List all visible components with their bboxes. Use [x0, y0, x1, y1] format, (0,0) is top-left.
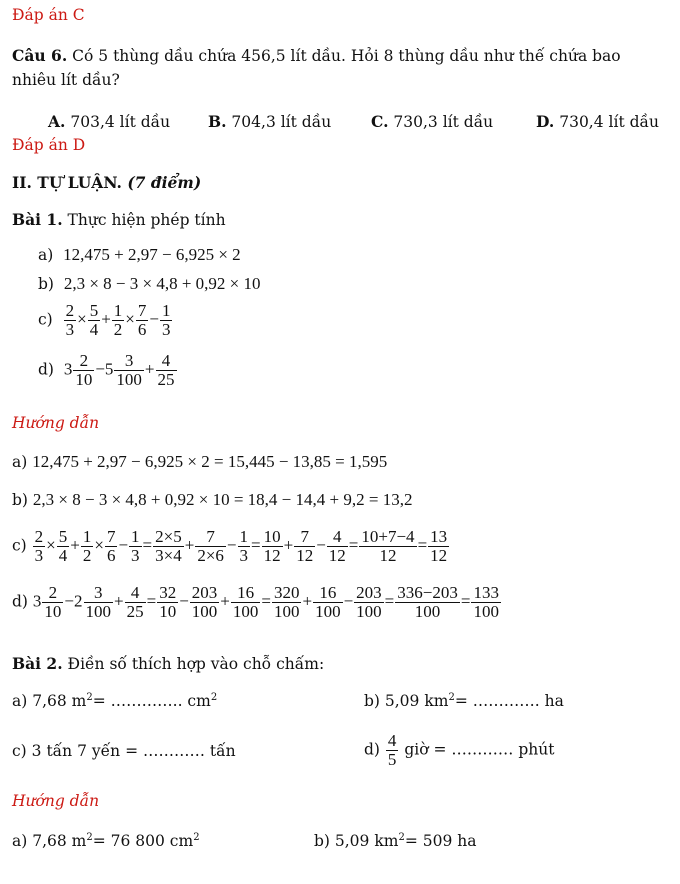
option-text: 730,3 lít dầu: [388, 113, 494, 131]
section-points: (7 điểm): [127, 173, 202, 192]
exercise-label: Bài 2.: [12, 654, 63, 673]
exercise-2: [12, 654, 324, 673]
guide-heading-2: Hướng dẫn: [12, 792, 100, 810]
guide-heading-1: Hướng dẫn: [12, 414, 100, 432]
answer-fill-b: b) 5,09 $km^2= 509$ ha: [314, 832, 477, 851]
option-letter: D.: [536, 112, 555, 131]
expr-b: 2,3 × 8 − 3 × 4,8 + 0,92 × 10: [63, 274, 261, 293]
option-c: [371, 112, 493, 131]
fraction: $\frac{7}{6}$: [137, 301, 147, 339]
option-text: 730,4 lít dầu: [554, 113, 659, 131]
item-c: c) $\frac{2}{3}$ × $\frac{5}{4}$ + $\frac{1}{2}$ × $\frac{7}{6}$ − $\frac{1}{3}$: [38, 301, 171, 339]
exercise-text: Thực hiện phép tính: [62, 211, 226, 229]
question-6: [12, 46, 621, 65]
fraction: $\frac{4}{25}$: [157, 351, 175, 389]
item-a: a) 12,475 + 2,97 − 6,925 × 2: [38, 245, 241, 264]
question-text-line1: Có 5 thùng dầu chứa 456,5 lít dầu. Hỏi 8 thùng dầu như thế chứa bao: [67, 47, 621, 65]
option-letter: A.: [48, 112, 66, 131]
fraction: $\frac{2}{10}$: [75, 351, 93, 389]
solution-b-expr: 2,3 × 8 − 3 × 4,8 + 0,92 × 10 = 18,4 − 14,4 + 9,2 = 13,2: [32, 490, 413, 509]
fraction: $\frac{1}{3}$: [161, 301, 171, 339]
question-text-line2: nhiêu lít dầu?: [12, 71, 120, 89]
option-b: [208, 112, 331, 131]
option-d: [536, 112, 659, 131]
solution-a-expr: 12,475 + 2,97 − 6,925 × 2 = 15,445 − 13,85 = 1,595: [32, 452, 388, 471]
answer-c: Đáp án C: [12, 6, 85, 24]
exercise-1: [12, 210, 226, 229]
exercise-label: Bài 1.: [12, 210, 63, 229]
fraction: $\frac{2}{3}$: [65, 301, 75, 339]
fill-d: d) $\frac{4}{5}$ giờ = ………… phút: [364, 731, 555, 769]
answer-fill-a: a) 7,68 $m^2= 76$ 800 $cm^2$: [12, 832, 200, 851]
question-label: Câu 6.: [12, 46, 68, 65]
fill-b: b) 5,09 $km^2=$ …………. ha: [364, 692, 564, 711]
item-b: b) 2,3 × 8 − 3 × 4,8 + 0,92 × 10: [38, 274, 261, 293]
fraction: $\frac{3}{100}$: [116, 351, 142, 389]
section-title: [12, 173, 201, 192]
option-letter: C.: [371, 112, 389, 131]
fraction: $\frac{1}{2}$: [113, 301, 123, 339]
answer-d: Đáp án D: [12, 136, 86, 154]
fraction: $\frac{5}{4}$: [89, 301, 99, 339]
solution-b: b) 2,3 × 8 − 3 × 4,8 + 0,92 × 10 = 18,4 − 14,4 + 9,2 = 13,2: [12, 490, 413, 509]
solution-a: a) 12,475 + 2,97 − 6,925 × 2 = 15,445 − 13,85 = 1,595: [12, 452, 388, 471]
fill-c: c) 3 tấn 7 yến = ………… tấn: [12, 742, 236, 760]
option-letter: B.: [208, 112, 227, 131]
option-a: [48, 112, 170, 131]
exercise-text: Điền số thích hợp vào chỗ chấm:: [62, 655, 325, 673]
section-label: II. TỰ LUẬN.: [12, 173, 128, 192]
option-text: 704,3 lít dầu: [226, 113, 332, 131]
solution-d: d) 3 $\frac{2}{10}$ −2 $\frac{3}{100}$ + $\frac{4}{25}$ = $\frac{32}{10}$ − $\frac{203}{100}$ + $\frac{16}{100}$ = $\frac{320}{100}$ + $\frac{16}{100}$ − $\frac{203}{100}$ = $\frac{336-203}{100}$ = $\frac{133}{100}$: [12, 583, 499, 621]
solution-c: c) $\frac{2}{3}$ × $\frac{5}{4}$ + $\frac{1}{2}$ × $\frac{7}{6}$ − $\frac{1}{3}$ = $\frac{2\times 5}{3\times 4}$ + $\frac{7}{2\times 6}$ − $\frac{1}{3}$ = $\frac{10}{12}$ + $\frac{7}{12}$ − $\frac{4}{12}$ = $\frac{10+7-4}{12}$ = $\frac{13}{12}$: [12, 527, 448, 565]
item-d: d) 3 $\frac{2}{10}$ −5 $\frac{3}{100}$ + $\frac{4}{25}$: [38, 351, 175, 389]
fill-a: a) 7,68 $m^2=$ ………….. $cm^2$: [12, 692, 218, 711]
option-text: 703,4 lít dầu: [65, 113, 171, 131]
expr-a: 12,475 + 2,97 − 6,925 × 2: [63, 245, 241, 264]
